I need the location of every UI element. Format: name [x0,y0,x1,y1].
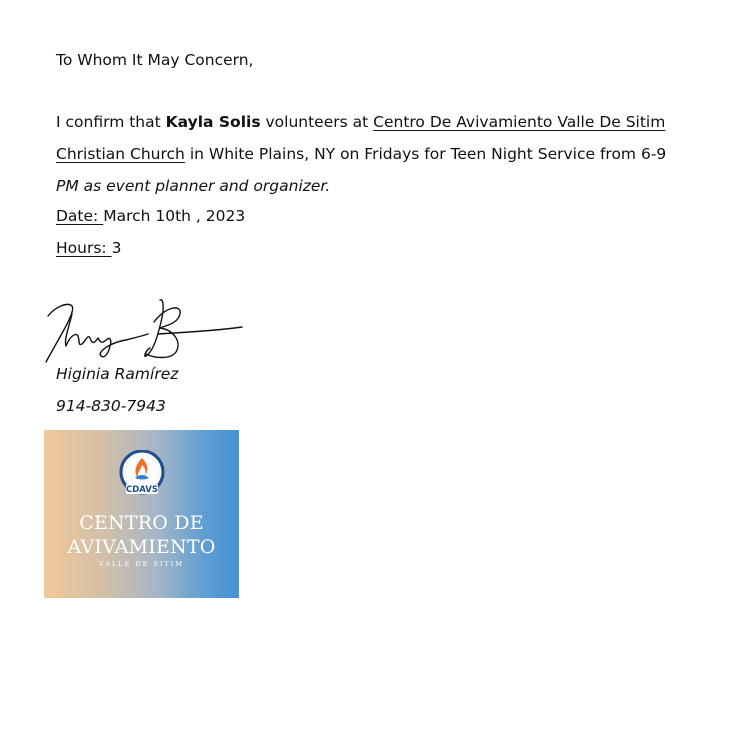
volunteer-name: Kayla Solis [165,113,261,131]
church-logo [44,430,239,598]
handwritten-signature [42,296,244,366]
logo-title-line-1: CENTRO DE [79,512,204,534]
date-label: Date: [56,207,104,225]
emblem-text: CDAVS [126,485,158,495]
hours-line [56,238,121,258]
organization-name-cont: Christian Church [56,145,185,163]
logo-tagline: VALLE DE SITIM [99,560,184,568]
body-line-3: PM as event planner and organizer. [56,177,331,195]
signer-name: Higinia Ramírez [56,365,179,383]
signer-phone: 914-830-7943 [56,397,166,415]
organization-name: Centro De Avivamiento Valle De Sitim [373,113,666,131]
hours-label: Hours: [56,239,112,257]
hours-value: 3 [111,239,122,257]
logo-title-line-2: AVIVAMIENTO [67,536,216,558]
date-value: March 10th , 2023 [103,207,246,225]
date-line [56,206,245,226]
body-line-1: I confirm that Kayla Solis volunteers at Centro De Avivamiento Valle De Sitim [56,113,666,131]
body-line-2: Christian Church in White Plains, NY on Fridays for Teen Night Service from 6-9 [56,145,667,163]
salutation: To Whom It May Concern, [56,51,254,69]
church-emblem-icon [117,450,167,506]
